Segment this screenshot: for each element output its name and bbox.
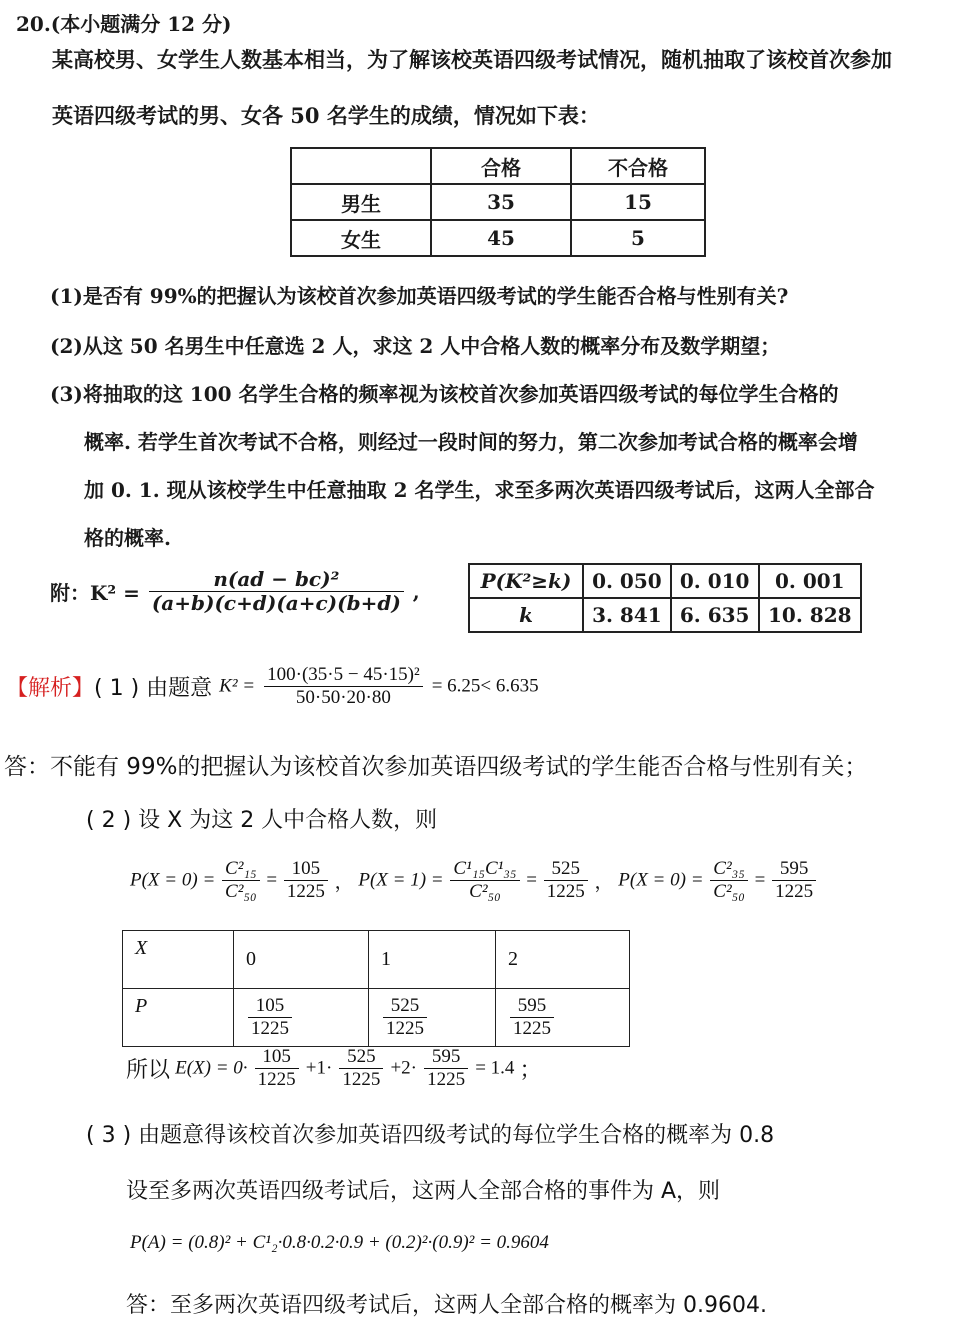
dist-p-num: 525 [383,995,427,1018]
cell-pass: 35 [431,184,571,220]
p2-lhs: P(X = 0) = [618,869,704,891]
dist-p-den: 1225 [513,1017,551,1039]
distribution-table [122,930,630,1047]
critical-p-value: 0. 010 [671,564,759,598]
separator: ， [334,870,354,893]
expect-term-1 [255,1046,299,1091]
critical-k-value: 3. 841 [583,598,671,632]
dist-p-num: 105 [248,995,292,1018]
analysis-tag: 【解析】 [6,675,95,701]
expectation-line [126,1046,542,1091]
question-2: (2)从这 50 名男生中任意选 2 人，求这 2 人中合格人数的概率分布及数学期望； [50,334,781,358]
probability-formulas: P(X = 0) = $\frac{\text{C²₁₅}}{\text{C²₅₀}}$ = $\frac{105}{1225}$ ， P(X = 1) = $\frac{\text{C¹₁₅C¹₃₅}}{\text{C²₅₀}}$ = $\frac{525}{1225}$ ， P(X = 0) = $\frac{\text{C²₃₅}}{\text{C²₅₀}}$ = $\frac{595}{1225}$ [130,858,818,903]
p2-value-den: 1225 [775,880,814,902]
expect-t1-den: 1225 [257,1068,296,1090]
part3-line-1: ( 3 ) 由题意得该校首次参加英语四级考试的每位学生合格的概率为 0.8 [86,1123,775,1148]
part1-prefix: ( 1 ) 由题意 [94,675,213,701]
expect-term-2 [339,1046,383,1091]
p2-comb-fraction [710,858,748,903]
dist-p-value [234,989,369,1047]
p0-comb-num: C²₁₅ [222,858,260,881]
question-3-line-2: 概率. 若学生首次考试不合格，则经过一段时间的努力，第二次参加考试合格的概率会增 [84,430,858,454]
k2-computation-fraction [264,664,423,709]
cell-fail: 15 [571,184,705,220]
expect-rhs: = 1.4 [475,1057,515,1079]
answer-3: 答：至多两次英语四级考试后，这两人全部合格的概率为 0.9604. [126,1293,767,1318]
solution-part-1 [6,664,539,709]
expect-t3-den: 1225 [427,1068,466,1090]
dist-x-value: 0 [234,931,369,989]
dist-p-value [496,989,630,1047]
critical-k-value: 6. 635 [671,598,759,632]
critical-value-table [468,563,862,633]
k2-rhs: = 6.25< 6.635 [431,675,539,697]
k2-formula-numerator: n(ad − bc)² [149,568,404,592]
expect-t2-den: 1225 [342,1068,381,1090]
part3-formula: P(A) = (0.8)² + C¹₂·0.8·0.2·0.9 + (0.2)²·(0.9)² = 0.9604 [130,1232,549,1253]
intro-line-1: 某高校男、女学生人数基本相当，为了解该校英语四级考试情况，随机抽取了该校首次参加 [52,47,892,72]
p1-comb-num: C¹₁₅C¹₃₅ [450,858,519,881]
dist-p-den: 1225 [386,1017,424,1039]
dist-x-value: 2 [496,931,630,989]
p0-value-den: 1225 [286,880,325,902]
expect-lhs: E(X) = 0· [175,1057,248,1079]
p0-value-fraction [284,858,328,903]
expect-plus-1: +1· [305,1057,333,1079]
cell-fail: 5 [571,220,705,256]
p2-value-num: 595 [772,858,816,881]
dist-x-value: 1 [369,931,496,989]
question-number: 20.(本小题满分 12 分) [16,12,232,36]
appendix-label: 附：K² = [50,581,140,605]
critical-k-value: 10. 828 [759,598,861,632]
p0-comb-den: C²₅₀ [225,880,257,902]
critical-p-value: 0. 050 [583,564,671,598]
table-header-fail: 不合格 [571,148,705,184]
appendix-formula [50,568,420,615]
expect-plus-2: +2· [390,1057,418,1079]
critical-p-value: 0. 001 [759,564,861,598]
gender-pass-table [290,147,706,257]
dist-p-den: 1225 [251,1017,289,1039]
answer-1: 答：不能有 99%的把握认为该校首次参加英语四级考试的学生能否合格与性别有关； [4,754,868,780]
p1-comb-fraction [450,858,519,903]
k2-formula-denominator: (a+b)(c+d)(a+c)(b+d) [151,591,401,615]
k2-lhs: K² = [219,675,256,697]
part2-intro: ( 2 ) 设 X 为这 2 人中合格人数，则 [86,808,438,833]
expect-prefix: 所以 [126,1057,171,1083]
p1-comb-den: C²₅₀ [469,880,501,902]
question-3-line-4: 格的概率. [84,526,171,550]
expect-t2-num: 525 [339,1046,383,1069]
expect-t3-num: 595 [424,1046,468,1069]
expect-tail: ； [519,1057,542,1083]
expect-t1-num: 105 [255,1046,299,1069]
p1-value-fraction [544,858,588,903]
dist-p-value [369,989,496,1047]
expect-term-3 [424,1046,468,1091]
p2-value-fraction [772,858,816,903]
p1-value-den: 1225 [546,880,585,902]
p2-comb-den: C²₅₀ [713,880,745,902]
p0-value-num: 105 [284,858,328,881]
p0-comb-fraction [222,858,260,903]
table-row [291,220,705,256]
p1-lhs: P(X = 1) = [358,869,444,891]
row-label: 男生 [291,184,431,220]
table-header-pass: 合格 [431,148,571,184]
k2-formula-fraction [149,568,404,615]
part3-line-2: 设至多两次英语四级考试后，这两人全部合格的事件为 A，则 [126,1179,721,1204]
question-3-line-1: (3)将抽取的这 100 名学生合格的频率视为该校首次参加英语四级考试的每位学生合格的 [50,382,839,406]
dist-p-label: P [123,989,234,1047]
separator: ， [594,870,614,893]
question-3-line-3: 加 0. 1. 现从该校学生中任意抽取 2 名学生，求至多两次英语四级考试后，这两人全部合 [84,478,875,502]
formula-tail: , [412,579,420,604]
k2-computation-denominator: 50·50·20·80 [295,686,391,708]
critical-p-label: P(K²≥k) [469,564,583,598]
critical-k-label: k [469,598,583,632]
row-label: 女生 [291,220,431,256]
k2-computation-numerator: 100·(35·5 − 45·15)² [264,664,423,687]
p1-value-num: 525 [544,858,588,881]
p2-comb-num: C²₃₅ [710,858,748,881]
table-header-empty [291,148,431,184]
p0-lhs: P(X = 0) = [130,869,216,891]
cell-pass: 45 [431,220,571,256]
dist-p-num: 595 [510,995,554,1018]
question-1: (1)是否有 99%的把握认为该校首次参加英语四级考试的学生能否合格与性别有关? [50,284,789,308]
table-row [291,184,705,220]
dist-x-label: X [123,931,234,989]
intro-line-2: 英语四级考试的男、女各 50 名学生的成绩，情况如下表： [52,103,600,128]
